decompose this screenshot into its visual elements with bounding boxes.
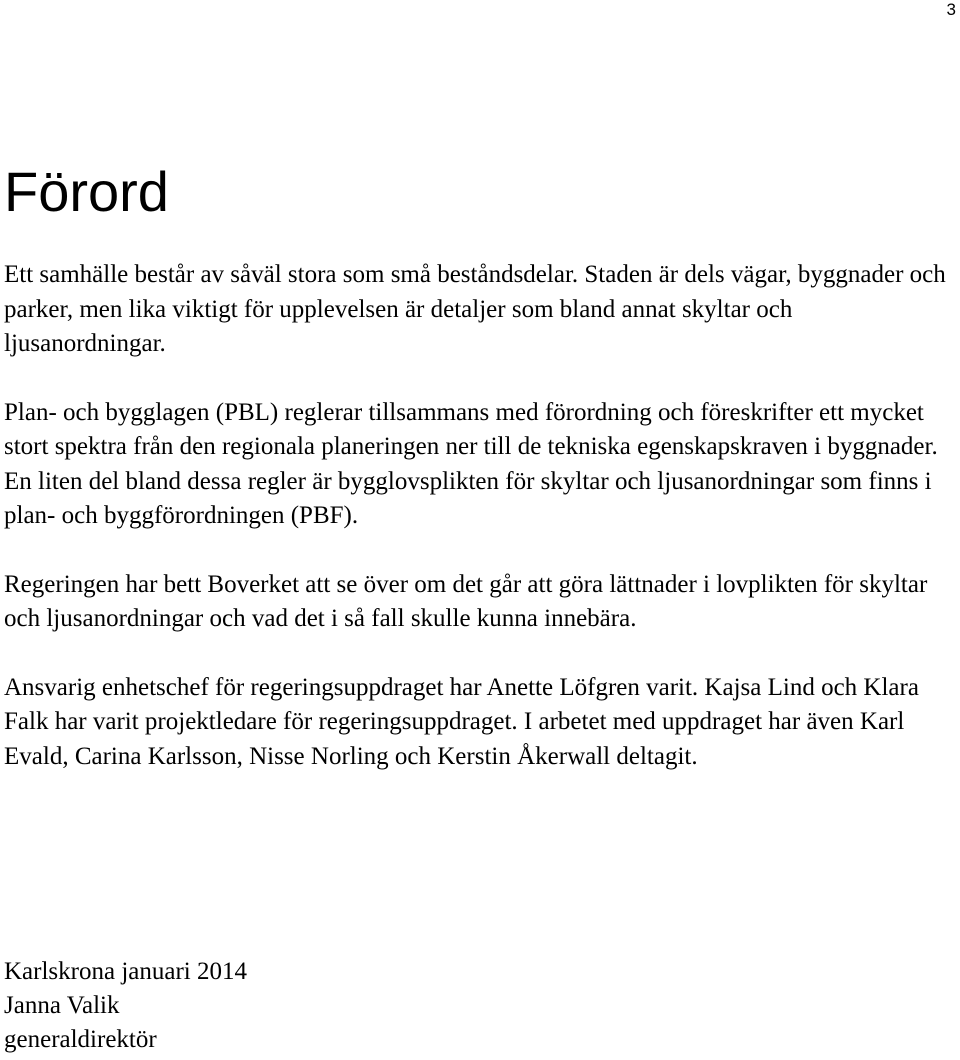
signature-role: generaldirektör	[4, 1026, 157, 1053]
signature-place-date: Karlskrona januari 2014	[4, 958, 247, 985]
page-number: 3	[946, 0, 956, 19]
paragraph-2: Plan- och bygglagen (PBL) reglerar tillsammans med förordning och föreskrifter ett mycket stort spektra från den regionala planeringen ner till de tekniska egenskapskraven i byggnader. En liten del bland dessa regler är bygglovsplikten för skyltar och ljusanordningar som finns i plan- och byggförordningen (PBF).	[4, 398, 938, 529]
paragraph-4: Ansvarig enhetschef för regeringsuppdraget har Anette Löfgren varit. Kajsa Lind och Klara Falk har varit projektledare för regeringsuppdraget. I arbetet med uppdraget har även Karl Evald, Carina Karlsson, Nisse Norling och Kerstin Åkerwall deltagit.	[4, 673, 919, 770]
page-title: Förord	[4, 160, 169, 223]
body-text	[4, 258, 954, 808]
signature-name: Janna Valik	[4, 992, 120, 1019]
paragraph-3: Regeringen har bett Boverket att se över om det går att göra lättnader i lovplikten för skyltar och ljusanordningar och vad det i så fall skulle kunna innebära.	[4, 570, 928, 632]
paragraph-1: Ett samhälle består av såväl stora som små beståndsdelar. Staden är dels vägar, byggnader och parker, men lika viktigt för upplevelsen är detaljer som bland annat skyltar och ljusanordningar.	[4, 261, 946, 357]
signature-block	[4, 955, 247, 1057]
